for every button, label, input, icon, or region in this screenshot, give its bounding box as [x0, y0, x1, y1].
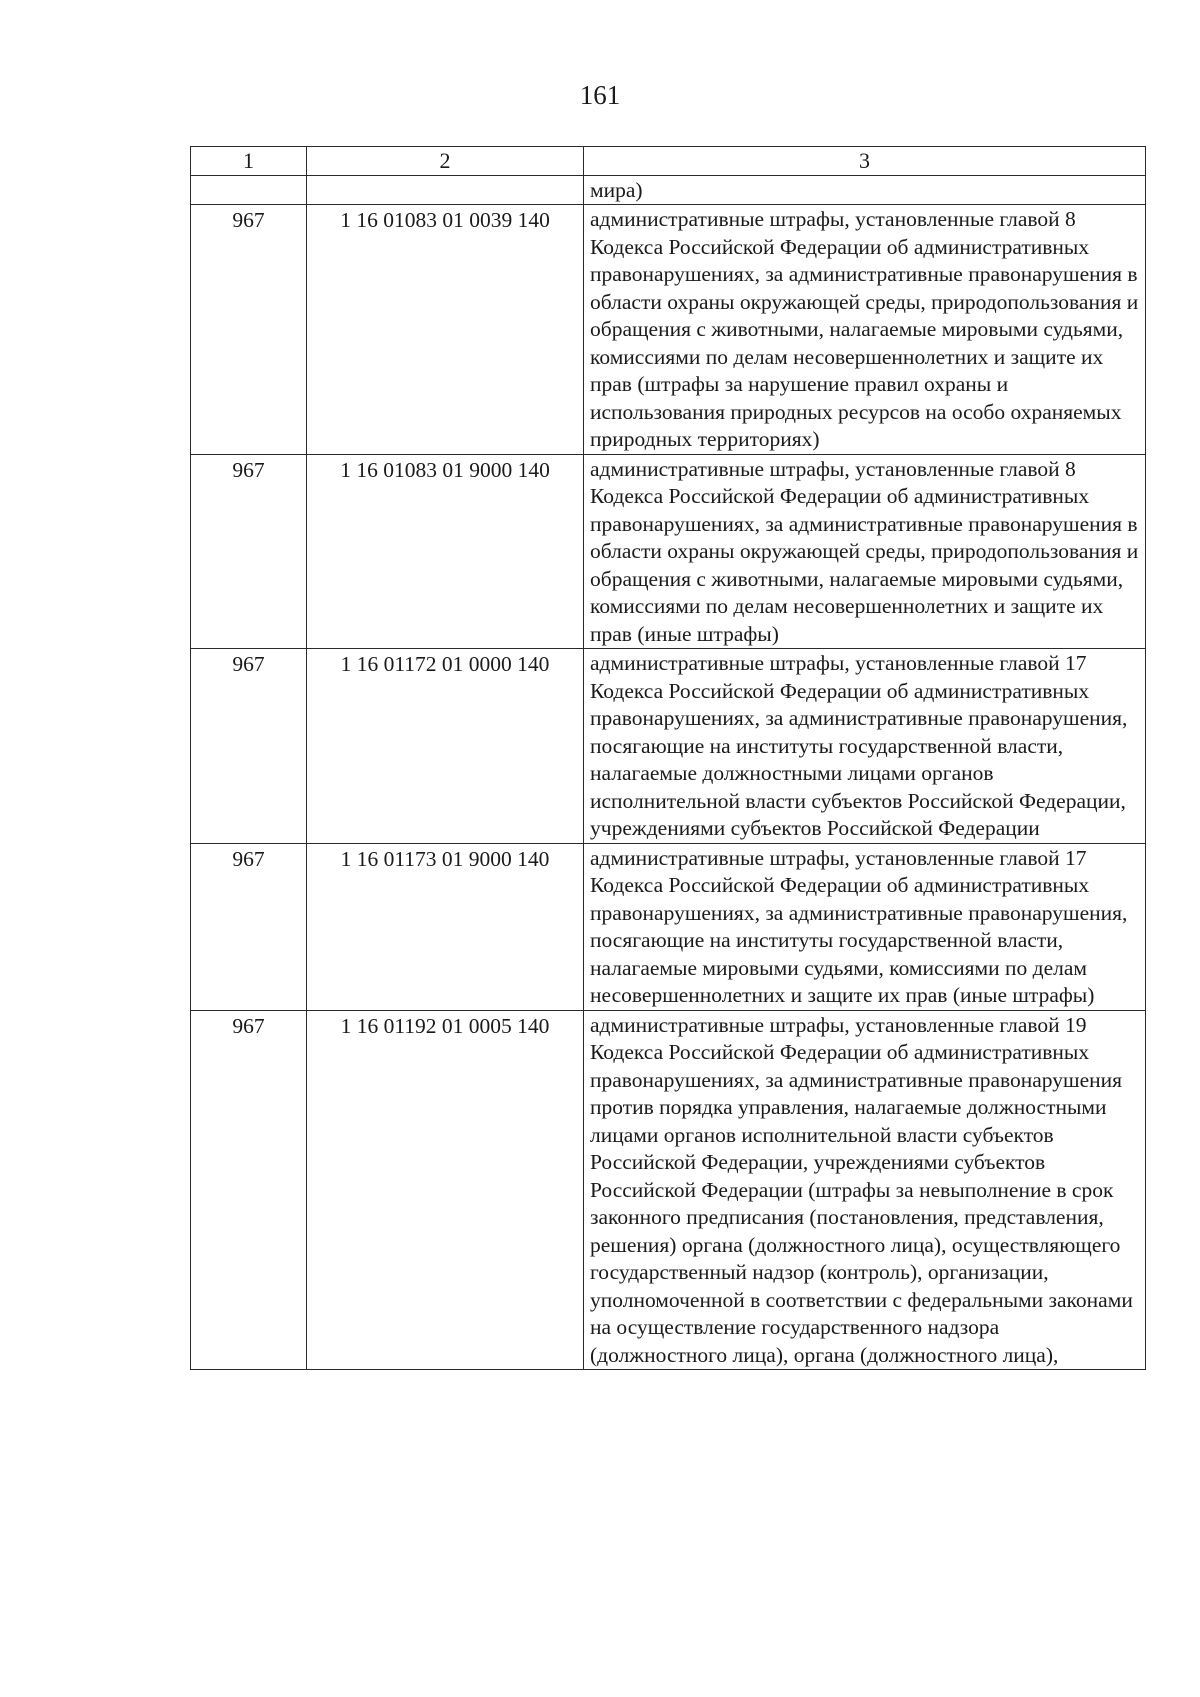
budget-code-cell: 1 16 01083 01 0039 140 [307, 205, 584, 455]
description-cell: административные штрафы, установленные главой 17 Кодекса Российской Федерации об административных правонарушениях, за административные правонарушения, посягающие на институты государственной власти, налагаемые должностными лицами органов исполнительной власти субъектов Российской Федерации, учреждениями субъектов Российской Федерации [584, 649, 1146, 844]
table-row [191, 454, 1146, 649]
description-cell: административные штрафы, установленные главой 8 Кодекса Российской Федерации об административных правонарушениях, за административные правонарушения в области охраны окружающей среды, природопользования и обращения с животными, налагаемые мировыми судьями, комиссиями по делам несовершеннолетних и защите их прав (штрафы за нарушение правил охраны и использования природных ресурсов на особо охраняемых природных территориях) [584, 205, 1146, 455]
budget-code-cell: 1 16 01173 01 9000 140 [307, 843, 584, 1010]
continuation-row [191, 175, 1146, 205]
continuation-text: мира) [584, 175, 1146, 205]
table-row [191, 1010, 1146, 1370]
page-number: 161 [579, 80, 621, 110]
admin-code-cell: 967 [191, 454, 307, 649]
admin-code-cell: 967 [191, 649, 307, 844]
description-cell: административные штрафы, установленные главой 19 Кодекса Российской Федерации об административных правонарушениях, за административные правонарушения против порядка управления, налагаемые должностными лицами органов исполнительной власти субъектов Российской Федерации, учреждениями субъектов Российской Федерации (штрафы за невыполнение в срок законного предписания (постановления, представления, решения) органа (должностного лица), осуществляющего государственный надзор (контроль), организации, уполномоченной в соответствии с федеральными законами на осуществление государственного надзора (должностного лица), органа (должностного лица), [584, 1010, 1146, 1370]
table-header-row [191, 147, 1146, 176]
column-header-3: 3 [584, 147, 1146, 176]
budget-code-cell: 1 16 01172 01 0000 140 [307, 649, 584, 844]
table-row [191, 205, 1146, 455]
table-row [191, 843, 1146, 1010]
budget-classification-table [190, 146, 1146, 1370]
admin-code-cell: 967 [191, 205, 307, 455]
continuation-empty-cell-1 [191, 175, 307, 205]
column-header-1: 1 [191, 147, 307, 176]
description-cell: административные штрафы, установленные главой 8 Кодекса Российской Федерации об административных правонарушениях, за административные правонарушения в области охраны окружающей среды, природопользования и обращения с животными, налагаемые мировыми судьями, комиссиями по делам несовершеннолетних и защите их прав (иные штрафы) [584, 454, 1146, 649]
continuation-empty-cell-2 [307, 175, 584, 205]
budget-code-cell: 1 16 01192 01 0005 140 [307, 1010, 584, 1370]
admin-code-cell: 967 [191, 1010, 307, 1370]
table-row [191, 649, 1146, 844]
description-cell: административные штрафы, установленные главой 17 Кодекса Российской Федерации об административных правонарушениях, за административные правонарушения, посягающие на институты государственной власти, налагаемые мировыми судьями, комиссиями по делам несовершеннолетних и защите их прав (иные штрафы) [584, 843, 1146, 1010]
budget-code-cell: 1 16 01083 01 9000 140 [307, 454, 584, 649]
admin-code-cell: 967 [191, 843, 307, 1010]
column-header-2: 2 [307, 147, 584, 176]
